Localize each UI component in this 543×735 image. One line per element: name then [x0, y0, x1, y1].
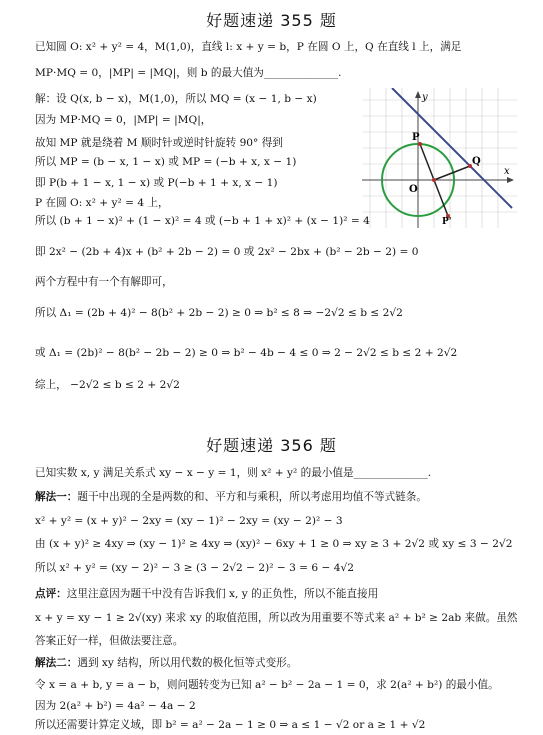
p355-line-13: 或 Δ₁ = (2b)² − 8(b² − 2b − 2) ≥ 0 ⇒ b² − 4b − 4 ≤ 0 ⇒ 2 − 2√2 ≤ b ≤ 2 + 2√2	[35, 347, 458, 359]
p355-line-4: 因为 MP·MQ = 0，|MP| = |MQ|，	[35, 114, 212, 126]
p356-line-7: x + y = xy − 1 ≥ 2√(xy) 来求 xy 的取值范围，所以改为用重要不等式来 a² + b² ≥ 2ab 来做。虽然	[35, 612, 518, 624]
p355-line-1: 已知圆 O: x² + y² = 4，M(1,0)，直线 l: x + y = b，P 在圆 O 上，Q 在直线 l 上，满足	[35, 41, 462, 53]
p356-line-2: 解法一：题干中出现的全是两数的和、平方和与乘积，所以考虑用均值不等式链条。	[35, 491, 427, 503]
point-m	[432, 178, 436, 182]
p356-line-8: 答案正好一样，但做法要注意。	[35, 635, 184, 647]
p356-line-4: 由 (x + y)² ≥ 4xy ⇒ (xy − 1)² ≥ 4xy ⇒ (xy)² − 6xy + 1 ≥ 0 ⇒ xy ≥ 3 + 2√2 或 xy ≤ 3 − 2√2	[35, 538, 513, 550]
p355-line-3: 解：设 Q(x, b − x)，M(1,0)，所以 MQ = (x − 1, b − x)	[35, 93, 317, 105]
p356-line-11: 因为 2(a² + b²) = 4a² − 4a − 2	[35, 700, 196, 712]
p356-line-1: 已知实数 x, y 满足关系式 xy − x − y = 1，则 x² + y² 的最小值是______________.	[35, 467, 432, 479]
label-q: Q	[472, 156, 481, 167]
p355-line-10: 即 2x² − (2b + 4)x + (b² + 2b − 2) = 0 或 2x² − 2bx + (b² − 2b − 2) = 0	[35, 246, 419, 258]
label-x: x	[504, 166, 510, 177]
circle-line-figure	[362, 88, 518, 228]
solution-label: 点评：	[35, 588, 67, 600]
p355-line-5: 故知 MP 就是绕着 M 顺时针或逆时针旋转 90° 得到	[35, 137, 283, 149]
p355-line-7: 即 P(b + 1 − x, 1 − x) 或 P(−b + 1 + x, x − 1)	[35, 177, 278, 189]
problem-356-title: 好题速递 356 题	[206, 436, 337, 455]
p356-line-9: 解法二：遇到 xy 结构，所以用代数的极化恒等式变形。	[35, 657, 298, 669]
solution-label: 解法二：	[35, 657, 78, 669]
p356-line-3: x² + y² = (x + y)² − 2xy = (xy − 1)² − 2xy = (xy − 2)² − 3	[35, 515, 343, 527]
p356-line-5: 所以 x² + y² = (xy − 2)² − 3 ≥ (3 − 2√2 − 2)² − 3 = 6 − 4√2	[35, 562, 355, 574]
p355-line-14: 综上， −2√2 ≤ b ≤ 2 + 2√2	[35, 379, 180, 391]
label-p: P	[412, 132, 420, 143]
grid	[362, 88, 518, 228]
x-axis-arrow	[507, 177, 514, 183]
p356-line-10: 令 x = a + b, y = a − b，则问题转变为已知 a² − b² − 2a − 1 = 0，求 2(a² + b²) 的最小值。	[35, 679, 499, 691]
y-axis-arrow	[415, 91, 421, 98]
label-y: y	[422, 92, 428, 103]
problem-355-title: 好题速递 355 题	[206, 11, 337, 30]
p355-line-9: 所以 (b + 1 − x)² + (1 − x)² = 4 或 (−b + 1 + x)² + (x − 1)² = 4	[35, 215, 370, 227]
label-o: O	[409, 184, 418, 195]
p356-line-6: 点评：这里注意因为题干中没有告诉我们 x, y 的正负性，所以不能直接用	[35, 588, 379, 600]
p355-line-12: 所以 Δ₁ = (2b + 4)² − 8(b² + 2b − 2) ≥ 0 ⇒ b² ≤ 8 ⇒ −2√2 ≤ b ≤ 2√2	[35, 307, 403, 319]
p355-line-11: 两个方程中有一个有解即可，	[35, 276, 173, 288]
p355-line-2: MP·MQ = 0，|MP| = |MQ|，则 b 的最大值为______________.	[35, 67, 342, 79]
p355-line-6: 所以 MP = (b − x, 1 − x) 或 MP = (−b + x, x − 1)	[35, 156, 297, 168]
solution-label: 解法一：	[35, 491, 78, 503]
p356-line-12: 所以还需要计算定义域，即 b² = a² − 2a − 1 ≥ 0 ⇒ a ≤ 1 − √2 or a ≥ 1 + √2	[35, 719, 426, 731]
label-p-prime: P'	[442, 217, 452, 227]
segment-mp	[420, 144, 434, 180]
p355-line-8: P 在圆 O: x² + y² = 4 上，	[35, 197, 169, 209]
